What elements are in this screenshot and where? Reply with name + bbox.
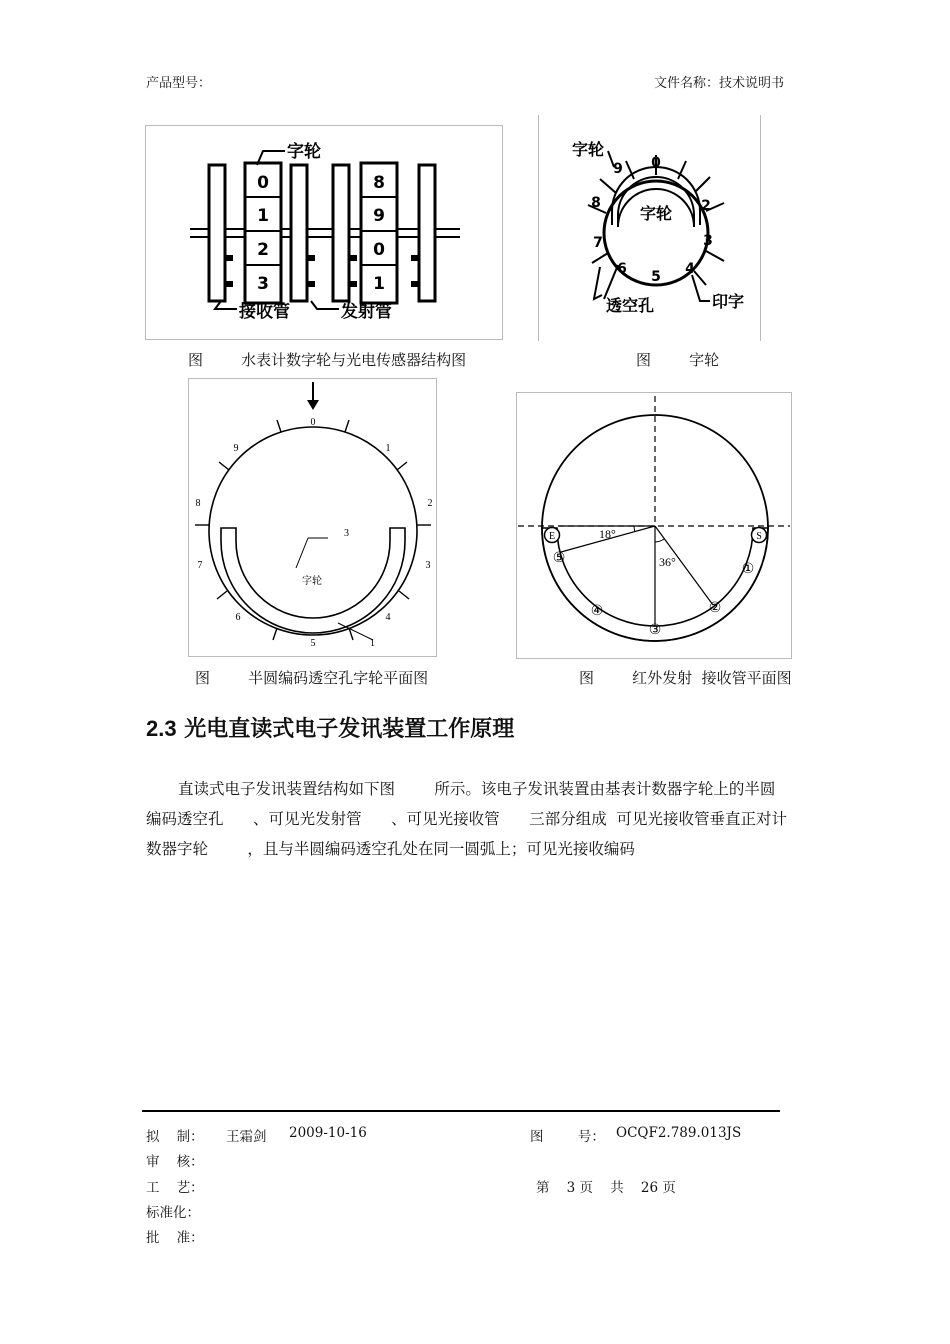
figure-3-caption: 图 半圆编码透空孔字轮平面图 bbox=[195, 669, 429, 687]
footer-drawing-no-label: 图 号： bbox=[530, 1129, 605, 1145]
fig1-digit-right-1: 9 bbox=[373, 206, 385, 226]
fig1-label-emitter: 发射管 bbox=[341, 302, 392, 322]
fig2-label-hole: 透空孔 bbox=[606, 296, 655, 315]
fig1-label-receiver: 接收管 bbox=[239, 302, 290, 322]
fig4-angle-36: 36° bbox=[659, 555, 676, 569]
fig4-marker-5: ⑤ bbox=[552, 550, 566, 566]
fig4-angle-18: 18° bbox=[599, 527, 616, 541]
body-line-3: 数器字轮 ，且与半圆编码透空孔处在同一圆弧上；可见光接收编码 bbox=[146, 840, 635, 858]
figure-4-caption: 图 红外发射 接收管平面图 bbox=[579, 669, 792, 687]
fig1-label-wheel: 字轮 bbox=[287, 142, 321, 162]
fig4-marker-1: ① bbox=[741, 561, 755, 577]
header-file-name: 文件名称：技术说明书 bbox=[654, 76, 785, 91]
fig3-digit-0: 0 bbox=[310, 417, 316, 428]
fig3-digit-2: 2 bbox=[427, 498, 433, 509]
fig3-digit-4: 4 bbox=[385, 612, 391, 623]
fig2-digit-4: 4 bbox=[685, 261, 695, 277]
footer-approve-label: 批 准： bbox=[146, 1230, 204, 1246]
footer-drawing-no: OCQF2.789.013JS bbox=[616, 1125, 742, 1141]
figure-2-caption: 图 字轮 bbox=[636, 351, 720, 369]
figure-semicircle-wheel bbox=[188, 378, 438, 658]
footer-draft-label: 拟 制： bbox=[146, 1129, 204, 1145]
figure-ir-emitter-receiver bbox=[516, 392, 792, 660]
fig2-label-wheel-center: 字轮 bbox=[640, 204, 673, 223]
figure-counter-wheel-sensor bbox=[145, 125, 503, 340]
fig3-digit-9: 9 bbox=[233, 443, 239, 454]
fig2-digit-0: 0 bbox=[651, 155, 661, 171]
body-line-1: 直读式电子发讯装置结构如下图 所示。该电子发讯装置由基表计数器字轮上的半圆 bbox=[178, 780, 776, 798]
fig4-marker-2: ② bbox=[708, 600, 722, 616]
fig2-digit-6: 6 bbox=[617, 261, 627, 277]
fig2-digit-8: 8 bbox=[591, 195, 601, 211]
footer-page-info: 第 3 页 共 26 页 bbox=[536, 1180, 676, 1196]
fig4-marker-4: ④ bbox=[590, 603, 604, 619]
fig3-digit-1: 1 bbox=[385, 443, 391, 454]
figure-1-caption: 图 水表计数字轮与光电传感器结构图 bbox=[188, 351, 467, 369]
body-line-2: 编码透空孔 、可见光发射管 、可见光接收管 三部分组成 可见光接收管垂直正对计 bbox=[146, 810, 788, 828]
fig3-label-3: 3 bbox=[344, 528, 349, 539]
fig4-marker-3: ③ bbox=[648, 622, 662, 638]
fig4-s-marker: S bbox=[756, 531, 762, 542]
fig3-digit-3: 3 bbox=[425, 560, 431, 571]
footer-process-label: 工 艺： bbox=[146, 1180, 204, 1196]
fig2-digit-9: 9 bbox=[613, 161, 623, 177]
fig1-digit-left-2: 2 bbox=[257, 240, 269, 260]
fig3-digit-7: 7 bbox=[197, 560, 203, 571]
fig1-digit-right-0: 8 bbox=[373, 173, 385, 193]
fig2-digit-7: 7 bbox=[593, 235, 603, 251]
section-heading bbox=[146, 712, 514, 743]
fig3-digit-6: 6 bbox=[235, 612, 241, 623]
fig2-label-wheel-top: 字轮 bbox=[572, 140, 605, 159]
fig2-digit-5: 5 bbox=[651, 269, 661, 285]
header-product-model: 产品型号： bbox=[146, 76, 212, 91]
fig3-label-center: 字轮 bbox=[302, 576, 322, 587]
section-number: 2.3 bbox=[146, 716, 177, 741]
fig3-digit-8: 8 bbox=[195, 498, 201, 509]
footer-draft-date: 2009-10-16 bbox=[289, 1125, 367, 1141]
fig2-digit-2: 2 bbox=[701, 198, 711, 214]
fig3-digit-5: 5 bbox=[310, 638, 316, 649]
fig1-digit-left-3: 3 bbox=[257, 274, 269, 294]
fig1-digit-left-1: 1 bbox=[257, 206, 269, 226]
fig4-emit-marker: E bbox=[548, 531, 556, 542]
fig2-digit-3: 3 bbox=[703, 233, 713, 249]
fig1-digit-right-2: 0 bbox=[373, 240, 385, 260]
fig1-digit-left-0: 0 bbox=[257, 173, 269, 193]
figure-character-wheel bbox=[538, 115, 762, 341]
fig2-label-print: 印字 bbox=[712, 292, 745, 311]
section-title: 光电直读式电子发讯装置工作原理 bbox=[184, 717, 515, 742]
footer-review-label: 审 核： bbox=[146, 1154, 204, 1170]
fig3-label-1: 1 bbox=[370, 638, 375, 649]
footer-draft-name: 王霜剑 bbox=[226, 1129, 267, 1145]
footer-rule bbox=[142, 1110, 780, 1112]
footer-standard-label: 标准化： bbox=[146, 1205, 200, 1221]
fig1-digit-right-3: 1 bbox=[373, 274, 385, 294]
